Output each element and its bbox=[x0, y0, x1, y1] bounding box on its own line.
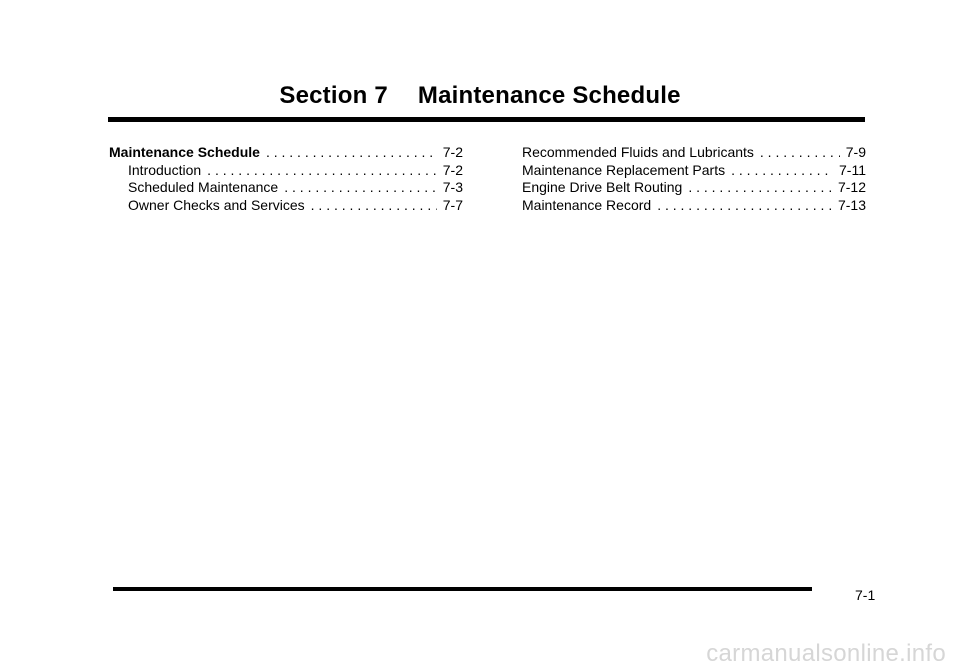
section-heading bbox=[0, 82, 960, 110]
toc-leader bbox=[688, 179, 832, 197]
toc-entry-label: Recommended Fluids and Lubricants bbox=[522, 144, 754, 160]
toc-entry-introduction[interactable] bbox=[109, 162, 463, 180]
footer-rule bbox=[113, 587, 812, 591]
toc-leader bbox=[760, 144, 840, 162]
toc-leader bbox=[731, 162, 833, 180]
toc-entry-recommended-fluids[interactable] bbox=[522, 144, 866, 162]
toc-entry-label: Engine Drive Belt Routing bbox=[522, 179, 683, 196]
toc-entry-page: 7-7 bbox=[442, 196, 463, 213]
toc-entry-label: Maintenance Record bbox=[522, 196, 652, 213]
toc-leader bbox=[284, 179, 437, 197]
toc-entry-label: Introduction bbox=[128, 161, 202, 178]
title-rule bbox=[108, 117, 865, 122]
toc-entry-page: 7-2 bbox=[442, 161, 463, 178]
watermark: carmanualsonline.info bbox=[706, 640, 946, 667]
toc-entry-replacement-parts[interactable] bbox=[522, 162, 866, 180]
toc-entry-page: 7-13 bbox=[837, 196, 866, 213]
toc-entry-page: 7-2 bbox=[442, 144, 463, 160]
toc-entry-page: 7-9 bbox=[845, 144, 866, 160]
toc-entry-maintenance-schedule[interactable] bbox=[109, 144, 463, 162]
toc-left-column bbox=[109, 144, 463, 214]
page-number: 7-1 bbox=[855, 587, 876, 603]
toc-leader bbox=[657, 197, 832, 215]
toc-right-column bbox=[522, 144, 866, 214]
toc-entry-page: 7-11 bbox=[839, 161, 866, 178]
toc-entry-page: 7-12 bbox=[837, 179, 866, 196]
toc-entry-page: 7-3 bbox=[442, 179, 463, 196]
toc-entry-label: Maintenance Schedule bbox=[109, 144, 260, 160]
section-title: Maintenance Schedule bbox=[417, 82, 681, 109]
toc-entry-owner-checks[interactable] bbox=[109, 197, 463, 215]
toc-entry-drive-belt-routing[interactable] bbox=[522, 179, 866, 197]
toc-entry-scheduled-maintenance[interactable] bbox=[109, 179, 463, 197]
toc-entry-label: Maintenance Replacement Parts bbox=[522, 161, 726, 178]
toc-entry-label: Scheduled Maintenance bbox=[128, 179, 279, 196]
section-number: Section 7 bbox=[279, 82, 388, 109]
toc-leader bbox=[311, 197, 437, 215]
toc-leader bbox=[207, 162, 437, 180]
toc-leader bbox=[266, 144, 437, 162]
toc-entry-label: Owner Checks and Services bbox=[128, 196, 305, 213]
toc-entry-maintenance-record[interactable] bbox=[522, 197, 866, 215]
